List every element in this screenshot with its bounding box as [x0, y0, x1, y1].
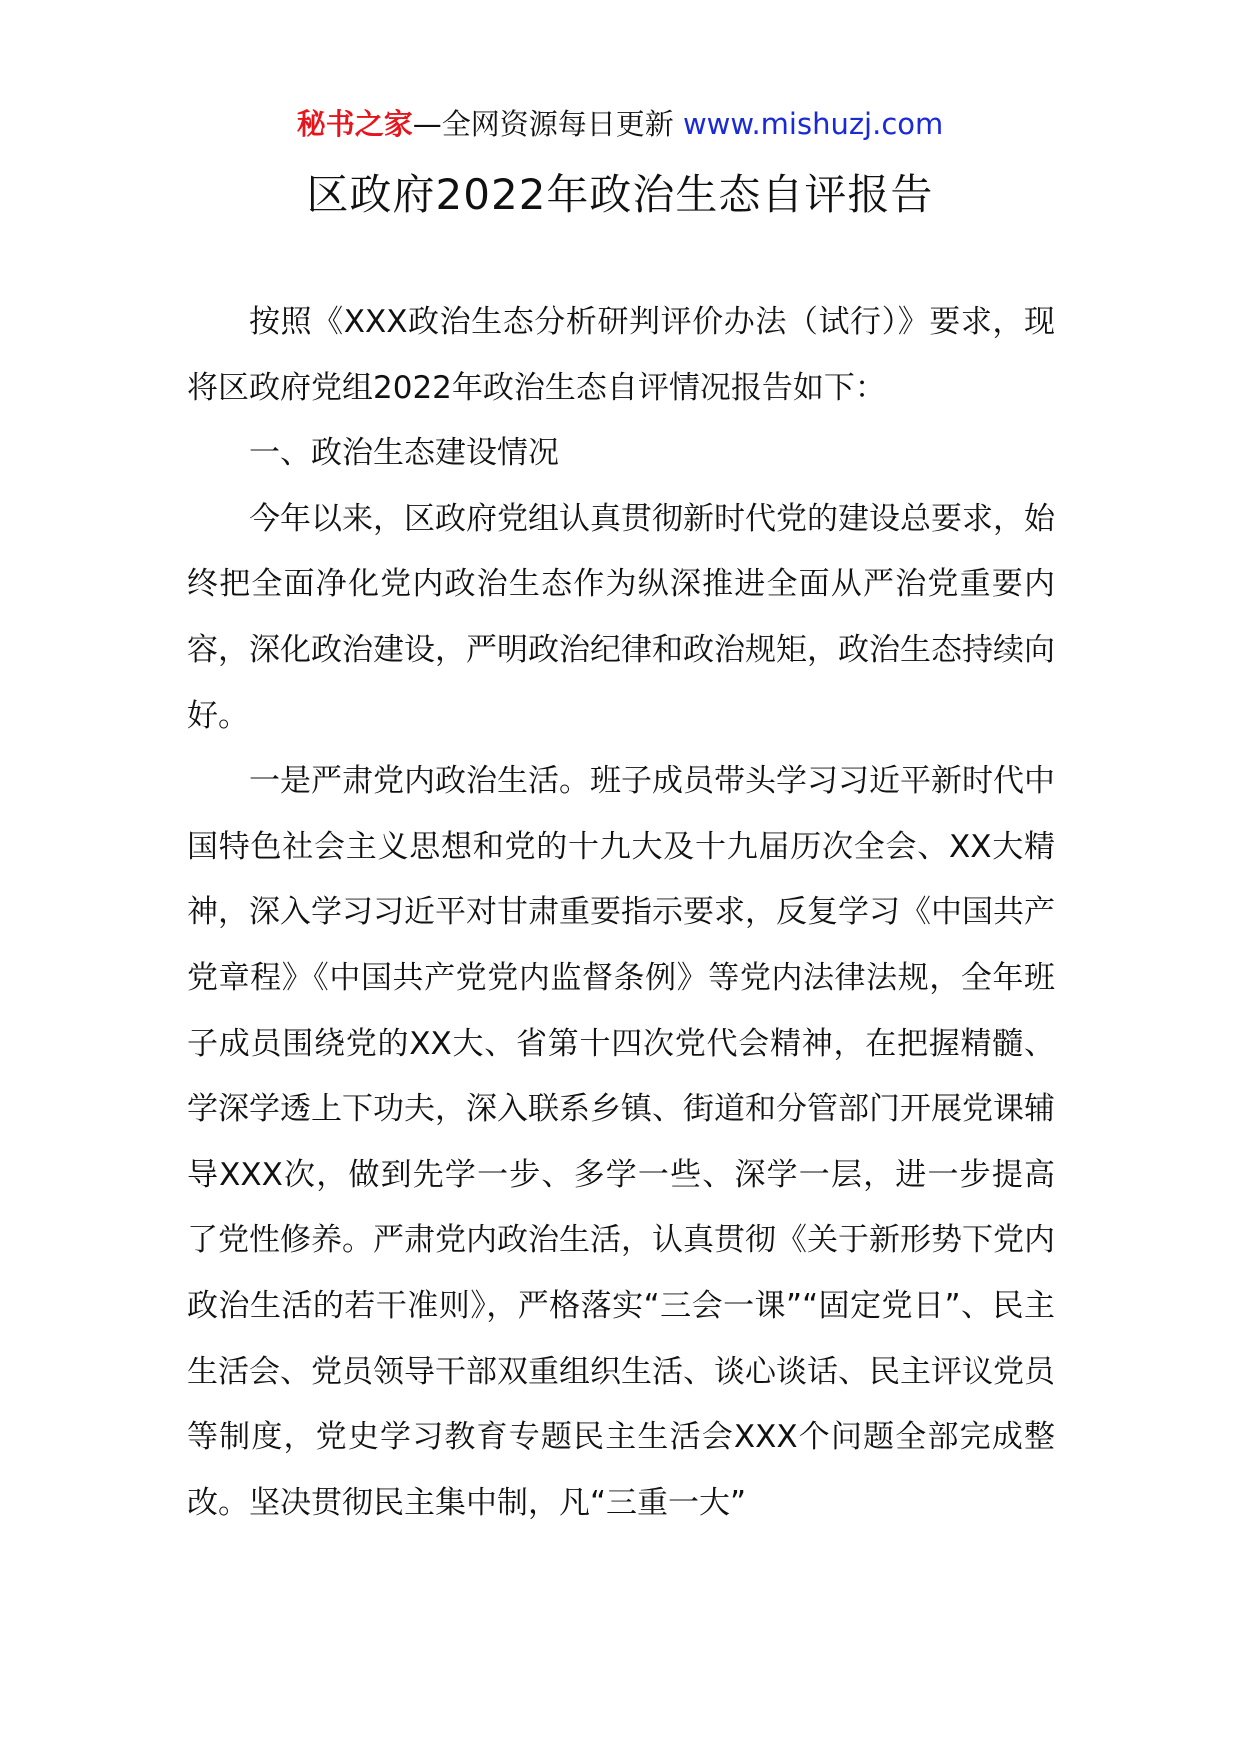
- site-watermark-header: [0, 104, 1240, 144]
- body-paragraph: 今年以来，区政府党组认真贯彻新时代党的建设总要求，始终把全面净化党内政治生态作为纵深推进全面从严治党重要内容，深化政治建设，严明政治纪律和政治规矩，政治生态持续向好。: [187, 500, 1055, 734]
- body-paragraph: 一是严肃党内政治生活。班子成员带头学习习近平新时代中国特色社会主义思想和党的十九大及十九届历次全会、XX大精神，深入学习习近平对甘肃重要指示要求，反复学习《中国共产党章程》《中国共产党党内监督条例》等党内法律法规，全年班子成员围绕党的XX大、省第十四次党代会精神，在把握精髓、学深学透上下功夫，深入联系乡镇、街道和分管部门开展党课辅导XXX次，做到先学一步、多学一些、深学一层，进一步提高了党性修养。严肃党内政治生活，认真贯彻《关于新形势下党内政治生活的若干准则》，严格落实“三会一课”“固定党日”、民主生活会、党员领导干部双重组织生活、谈心谈话、民主评议党员等制度，党史学习教育专题民主生活会XXX个问题全部完成整改。坚决贯彻民主集中制，凡“三重一大”: [187, 763, 1055, 1521]
- document-title: 区政府2022年政治生态自评报告: [306, 170, 934, 219]
- site-url-link[interactable]: www.mishuzj.com: [682, 107, 944, 141]
- intro-paragraph: 按照《XXX政治生态分析研判评价办法（试行）》要求，现将区政府党组2022年政治生态自评情况报告如下：: [187, 304, 1055, 406]
- site-tagline: —全网资源每日更新: [412, 107, 674, 141]
- document-body: [187, 290, 1055, 1536]
- section-heading: 一、政治生态建设情况: [249, 435, 559, 472]
- site-brand: 秘书之家: [296, 107, 413, 141]
